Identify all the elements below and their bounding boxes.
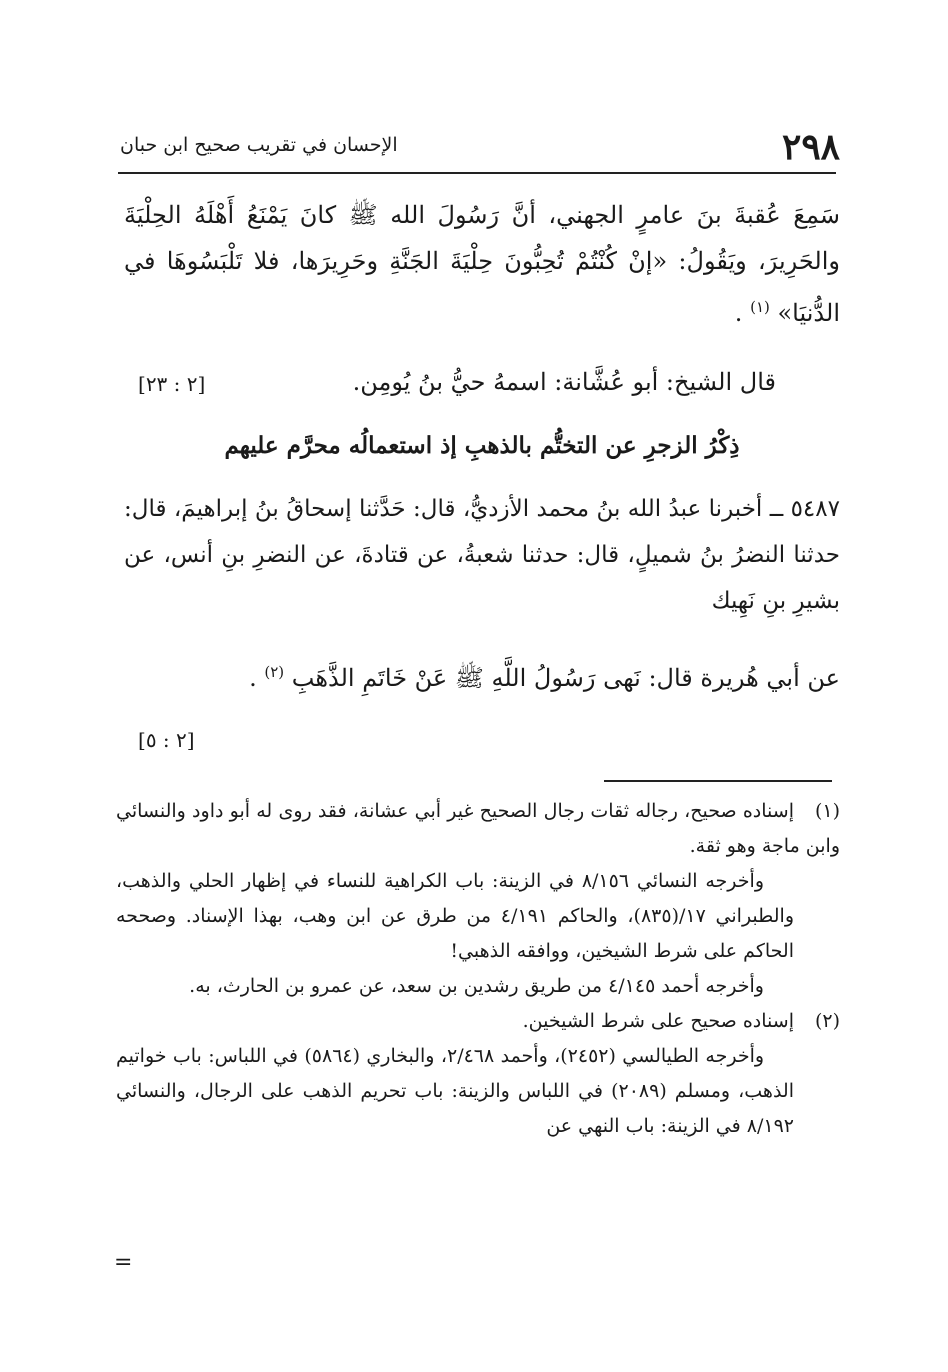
footnote-divider (604, 780, 832, 782)
hadith-1-body: سَمِعَ عُقبةَ بنَ عامرٍ الجهني، أنَّ رَسُولَ الله ﷺ كانَ يَمْنَعُ أَهْلَهُ الحِلْيَةَ والحَرِيرَ، ويَقُولُ: «إنْ كُنْتُمْ تُحِبُّونَ حِلْيَةَ الجَنَّةِ وحَرِيرَها، فلا تَلْبَسُوهَا في الدُّنيَا» (124, 201, 840, 327)
hadith-1-end: . (734, 299, 743, 327)
footnote-1-paragraph-3: وأخرجه أحمد ٤/١٤٥ من طريق رشدين بن سعد، عن عمرو بن الحارث، به. (189, 975, 764, 997)
footnote-1-text: إسناده صحيح، رجاله ثقات رجال الصحيح غير أبي عشانة، فقد روى له أبو داود والنسائي وابن ماجة وهو ثقة. (116, 800, 840, 857)
footnote-1-line-1 (116, 794, 840, 864)
footnote-marker-1: (١) (750, 298, 770, 316)
hadith-2-body: عن أبي هُريرة قال: نَهى رَسُولُ اللَّهِ ﷺ عَنْ خَاتَمِ الذَّهَبِ (291, 664, 840, 692)
section-heading: ذِكْرُ الزجرِ عن التختُّم بالذهبِ إذ استعمالُه محرَّم عليهم (224, 432, 740, 459)
sheikh-note: قال الشيخ: أبو عُشَّانة: اسمهُ حيُّ بنُ يُومِن. (352, 368, 776, 396)
footnote-2-text: إسناده صحيح على شرط الشيخين. (522, 1010, 794, 1032)
header-divider (118, 172, 836, 174)
running-header-title: الإحسان في تقريب صحيح ابن حبان (120, 134, 398, 156)
footnote-2-number: (٢) (814, 1010, 840, 1032)
footnote-1-paragraph-2: وأخرجه النسائي ٨/١٥٦ في الزينة: باب الكراهية للنساء في إظهار الحلي والذهب، والطبراني ١٧/(٨٣٥)، والحاكم ٤/١٩١ من طرق عن ابن وهب، بهذا الإسناد. وصححه الحاكم على شرط الشيخين، ووافقه الذهبي! (116, 870, 794, 962)
hadith-text-1 (124, 192, 840, 336)
hadith-2-end: . (249, 664, 257, 692)
footnote-2-line-1 (116, 1004, 840, 1039)
isnad-chain: ٥٤٨٧ ــ أخبرنا عبدُ الله بنُ محمد الأزديُّ، قال: حَدَّثنا إسحاقُ بنُ إبراهيمَ، قال: حدثنا النضرُ بنُ شميلٍ، قال: حدثنا شعبةُ، عن قتادةَ، عن النضرِ بنِ أنس، عن بشيرِ بنِ نَهِيك (124, 496, 840, 614)
footnotes-section (116, 794, 840, 1144)
footnote-marker-2: (٢) (264, 663, 285, 681)
footnote-2-paragraph-2: وأخرجه الطيالسي (٢٤٥٢)، وأحمد ٢/٤٦٨، والبخاري (٥٨٦٤) في اللباس: باب خواتيم الذهب، ومسلم (٢٠٨٩) في اللباس والزينة: باب تحريم الذهب على الرجال، والنسائي ٨/١٩٢ في الزينة: باب النهي عن (116, 1045, 794, 1137)
hadith-text-2 (124, 646, 840, 752)
sheikh-reference: [٢ : ٢٣] (138, 372, 206, 396)
page-number: ٢٩٨ (781, 126, 840, 168)
footnote-1-number: (١) (814, 800, 840, 822)
continuation-mark: = (114, 1250, 133, 1275)
hadith-2-reference: [٢ : ٥] (138, 728, 195, 752)
sheikh-note-line (124, 368, 840, 408)
